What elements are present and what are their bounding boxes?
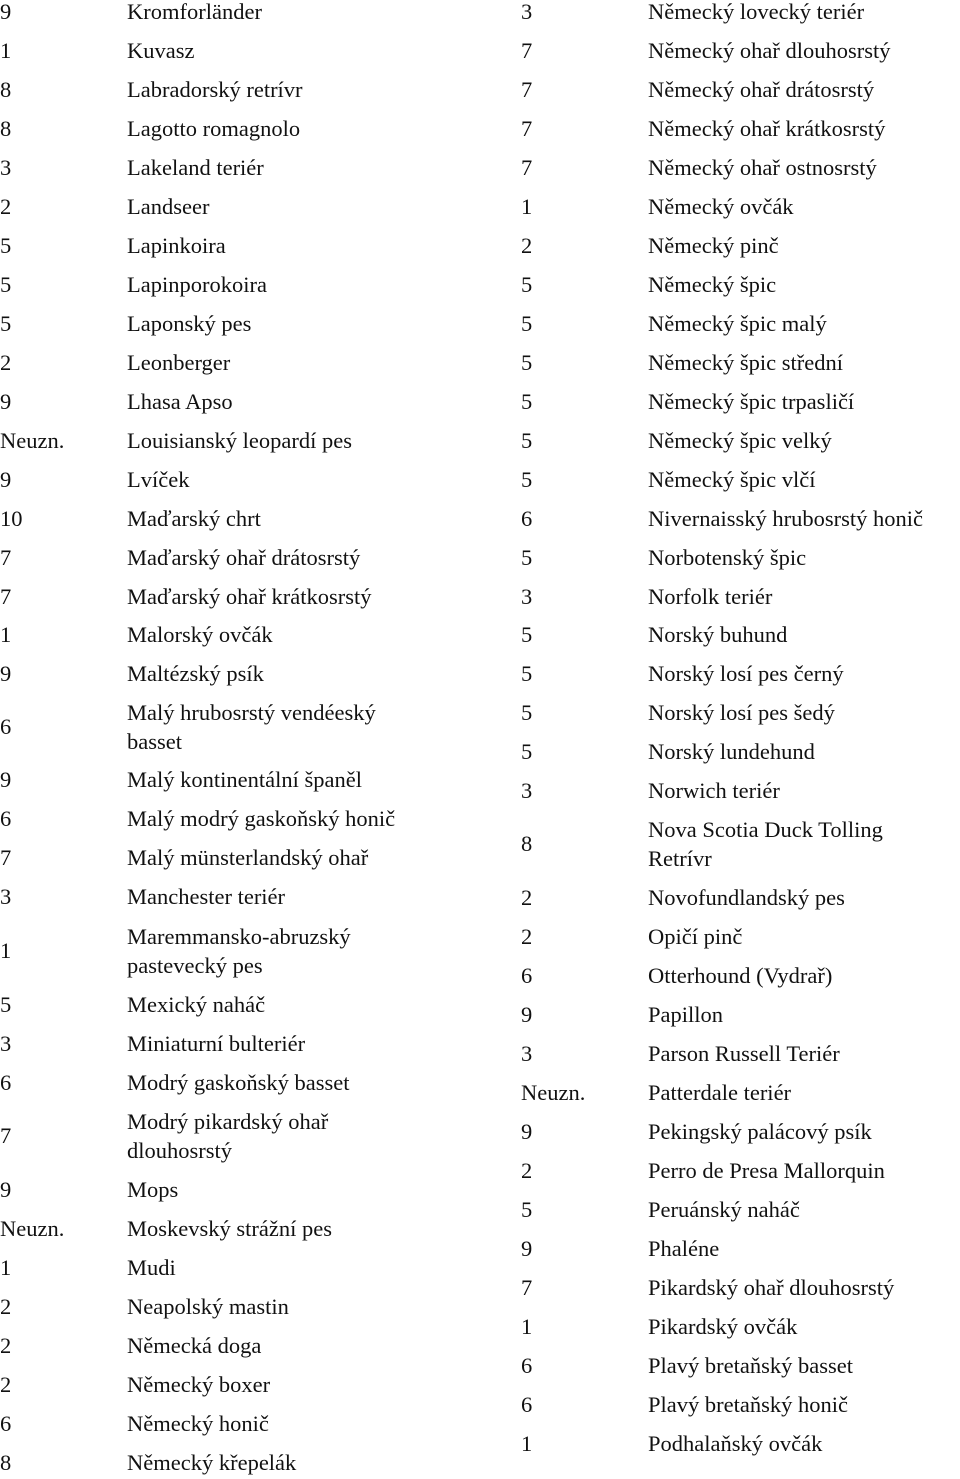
breed-name: Malý münsterlandský ohař — [127, 845, 369, 870]
breed-name: Německý špic trpasličí — [648, 389, 855, 414]
group-number: 2 — [521, 1158, 533, 1183]
group-number: 3 — [521, 778, 533, 803]
group-number: 8 — [0, 116, 12, 141]
group-number: 2 — [0, 1294, 12, 1319]
breed-name: Leonberger — [127, 350, 231, 375]
group-number: 3 — [521, 0, 533, 24]
breed-name: Pekingský palácový psík — [648, 1119, 872, 1144]
breed-name: Laponský pes — [127, 311, 252, 336]
breed-name: Norwich teriér — [648, 778, 780, 803]
group-number: 1 — [0, 938, 12, 963]
group-number: 7 — [521, 155, 533, 180]
group-number: 1 — [0, 38, 12, 63]
group-number: 10 — [0, 506, 23, 531]
group-number: 9 — [0, 467, 12, 492]
group-number: 7 — [0, 545, 12, 570]
group-number: 5 — [521, 700, 533, 725]
group-number: 2 — [521, 924, 533, 949]
group-number: 9 — [0, 767, 12, 792]
group-number: 1 — [0, 622, 12, 647]
group-number: 7 — [0, 1123, 12, 1148]
breed-name: Mops — [127, 1177, 179, 1202]
breed-name: Norský lundehund — [648, 739, 815, 764]
breed-name: Německý špic — [648, 272, 777, 297]
group-number: 6 — [521, 1392, 533, 1417]
group-number: 9 — [521, 1119, 533, 1144]
breed-name: Německý špic malý — [648, 311, 827, 336]
breed-name: Maremmansko-abruzský pastevecký pes — [127, 924, 351, 978]
group-number: 6 — [521, 963, 533, 988]
group-number: 3 — [521, 1041, 533, 1066]
group-number: 3 — [0, 1031, 12, 1056]
group-number: 6 — [0, 1411, 12, 1436]
group-number: 1 — [521, 1314, 533, 1339]
group-number: 2 — [0, 350, 12, 375]
breed-name: Maltézský psík — [127, 661, 264, 686]
breed-name: Německý křepelák — [127, 1450, 297, 1475]
group-number: 6 — [521, 1353, 533, 1378]
group-number: 6 — [0, 806, 12, 831]
group-number: 7 — [521, 77, 533, 102]
breed-name: Kromforländer — [127, 0, 262, 24]
group-number: 2 — [521, 885, 533, 910]
group-number: 5 — [521, 311, 533, 336]
group-number: 5 — [0, 272, 12, 297]
group-number: 5 — [521, 350, 533, 375]
breed-name: Lapinporokoira — [127, 272, 267, 297]
breed-name: Německý boxer — [127, 1372, 271, 1397]
breed-name: Lhasa Apso — [127, 389, 233, 414]
breed-name: Otterhound (Vydrař) — [648, 963, 833, 988]
breed-name: Peruánský naháč — [648, 1197, 800, 1222]
group-number: 3 — [521, 584, 533, 609]
breed-name: Modrý pikardský ohař dlouhosrstý — [127, 1109, 329, 1163]
group-number: 9 — [0, 1177, 12, 1202]
group-number: 9 — [521, 1236, 533, 1261]
breed-name: Norský losí pes šedý — [648, 700, 835, 725]
breed-name: Plavý bretaňský honič — [648, 1392, 848, 1417]
group-number: 3 — [0, 155, 12, 180]
group-number: 6 — [0, 1070, 12, 1095]
breed-name: Pikardský ohař dlouhosrstý — [648, 1275, 895, 1300]
breed-name: Německá doga — [127, 1333, 262, 1358]
group-number: 6 — [521, 506, 533, 531]
breed-name: Pikardský ovčák — [648, 1314, 798, 1339]
group-number: 1 — [0, 1255, 12, 1280]
breed-name: Maďarský ohař drátosrstý — [127, 545, 361, 570]
group-number: 1 — [521, 194, 533, 219]
group-number: 5 — [0, 311, 12, 336]
group-number: 5 — [0, 992, 12, 1017]
breed-name: Malý hrubosrstý vendéeský basset — [127, 700, 376, 754]
breed-name: Nova Scotia Duck Tolling Retrívr — [648, 817, 883, 871]
breed-name: Německý ohař krátkosrstý — [648, 116, 886, 141]
breed-name: Mexický naháč — [127, 992, 266, 1017]
breed-name: Mudi — [127, 1255, 176, 1280]
group-number: 2 — [0, 1372, 12, 1397]
breed-name: Opičí pinč — [648, 924, 743, 949]
breed-name: Německý ohař drátosrstý — [648, 77, 875, 102]
group-number: 2 — [0, 1333, 12, 1358]
group-number: 3 — [0, 884, 12, 909]
group-number: 9 — [0, 661, 12, 686]
breed-name: Perro de Presa Mallorquin — [648, 1158, 885, 1183]
group-number: 5 — [521, 272, 533, 297]
group-number: 7 — [521, 116, 533, 141]
breed-name: Manchester teriér — [127, 884, 286, 909]
breed-name: Louisianský leopardí pes — [127, 428, 352, 453]
breed-name: Papillon — [648, 1002, 724, 1027]
breed-name: Malý kontinentální španěl — [127, 767, 362, 792]
group-number: 5 — [521, 389, 533, 414]
breed-name: Norbotenský špic — [648, 545, 807, 570]
group-number: 5 — [521, 1197, 533, 1222]
group-number: 7 — [521, 38, 533, 63]
group-number: Neuzn. — [521, 1080, 586, 1105]
group-number: Neuzn. — [0, 1216, 65, 1241]
breed-name: Parson Russell Teriér — [648, 1041, 840, 1066]
breed-name: Landseer — [127, 194, 210, 219]
group-number: 9 — [0, 389, 12, 414]
group-number: 1 — [521, 1431, 533, 1456]
breed-name: Norfolk teriér — [648, 584, 773, 609]
breed-name: Labradorský retrívr — [127, 77, 303, 102]
breed-name: Německý lovecký teriér — [648, 0, 865, 24]
breed-name: Německý pinč — [648, 233, 779, 258]
breed-name: Německý ohař ostnosrstý — [648, 155, 877, 180]
group-number: 2 — [521, 233, 533, 258]
breed-name: Malý modrý gaskoňský honič — [127, 806, 396, 831]
breed-name: Německý honič — [127, 1411, 269, 1436]
group-number: 8 — [0, 77, 12, 102]
breed-name: Německý špic střední — [648, 350, 843, 375]
breed-name: Podhalaňský ovčák — [648, 1431, 823, 1456]
breed-name: Malorský ovčák — [127, 622, 273, 647]
group-number: 5 — [521, 622, 533, 647]
group-number: 8 — [0, 1450, 12, 1475]
breed-name: Modrý gaskoňský basset — [127, 1070, 350, 1095]
group-number: 5 — [521, 467, 533, 492]
breed-name: Moskevský strážní pes — [127, 1216, 332, 1241]
breed-name: Miniaturní bulteriér — [127, 1031, 306, 1056]
group-number: 5 — [521, 661, 533, 686]
breed-name: Německý špic vlčí — [648, 467, 816, 492]
breed-name: Lagotto romagnolo — [127, 116, 301, 141]
group-number: 2 — [0, 194, 12, 219]
breed-name: Lakeland teriér — [127, 155, 264, 180]
group-number: 8 — [521, 831, 533, 856]
group-number: 5 — [0, 233, 12, 258]
breed-name: Plavý bretaňský basset — [648, 1353, 853, 1378]
breed-name: Novofundlandský pes — [648, 885, 845, 910]
group-number: 6 — [0, 714, 12, 739]
group-number: 7 — [0, 845, 12, 870]
breed-name: Lvíček — [127, 467, 190, 492]
breed-name: Kuvasz — [127, 38, 195, 63]
breed-name: Německý ovčák — [648, 194, 794, 219]
breed-name: Německý ohař dlouhosrstý — [648, 38, 891, 63]
group-number: 5 — [521, 428, 533, 453]
breed-name: Neapolský mastin — [127, 1294, 289, 1319]
group-number: 5 — [521, 739, 533, 764]
breed-name: Patterdale teriér — [648, 1080, 792, 1105]
group-number: 7 — [0, 584, 12, 609]
group-number: 5 — [521, 545, 533, 570]
breed-name: Lapinkoira — [127, 233, 226, 258]
group-number: 9 — [0, 0, 12, 24]
breed-name: Nivernaisský hrubosrstý honič — [648, 506, 923, 531]
group-number: Neuzn. — [0, 428, 65, 453]
breed-name: Maďarský ohař krátkosrstý — [127, 584, 372, 609]
breed-name: Norský buhund — [648, 622, 788, 647]
breed-name: Maďarský chrt — [127, 506, 261, 531]
breed-name: Německý špic velký — [648, 428, 832, 453]
breed-name: Phaléne — [648, 1236, 720, 1261]
breed-name: Norský losí pes černý — [648, 661, 844, 686]
group-number: 9 — [521, 1002, 533, 1027]
group-number: 7 — [521, 1275, 533, 1300]
